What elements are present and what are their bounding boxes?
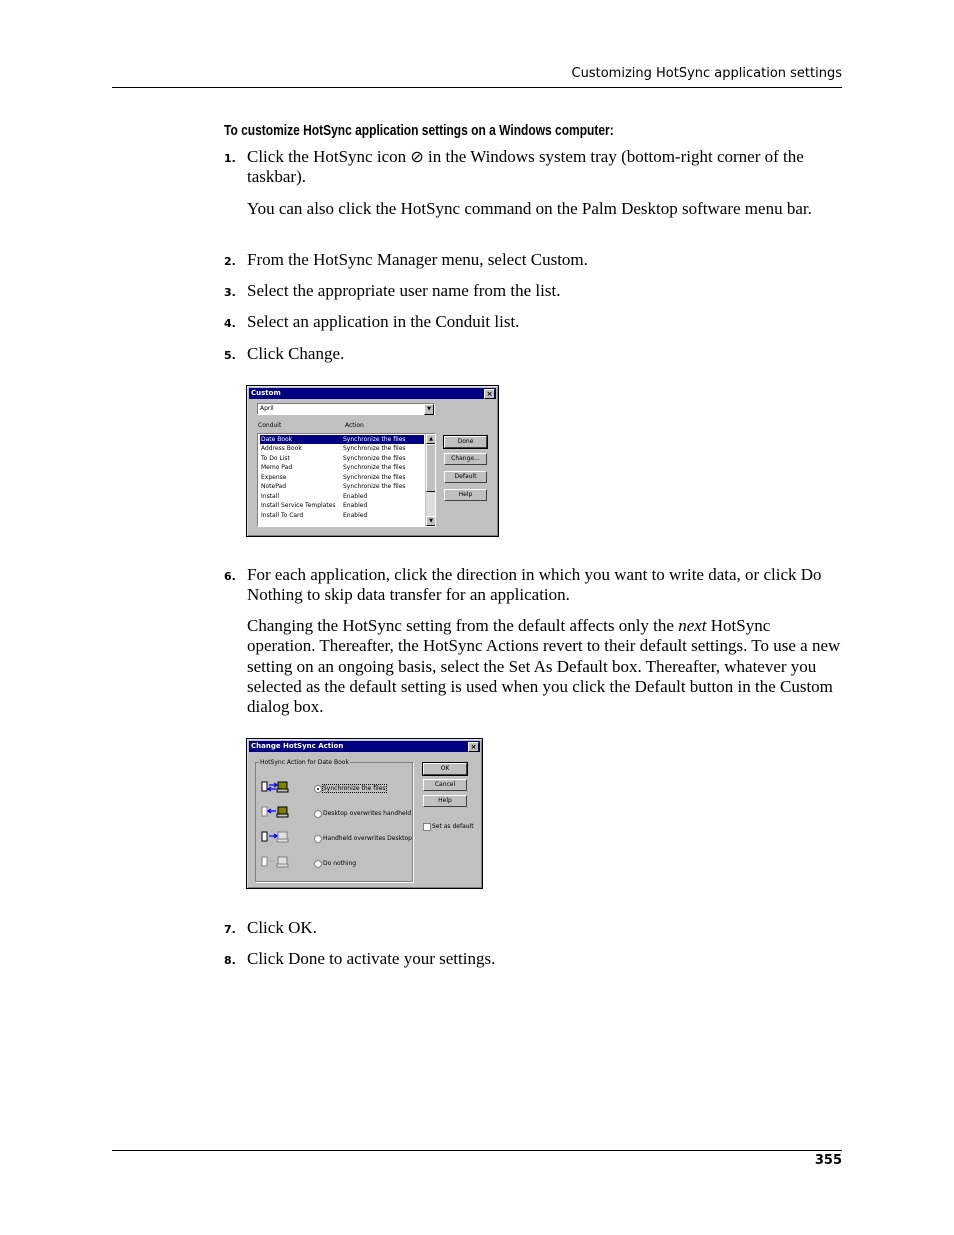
- set-as-default-label[interactable]: Set as default: [432, 823, 474, 830]
- conduit-name: Install To Card: [261, 511, 304, 519]
- dialog-title: Custom: [251, 389, 281, 397]
- list-item[interactable]: [260, 501, 424, 510]
- step-number: 8.: [224, 954, 236, 967]
- conduit-action: Synchronize the files: [343, 454, 406, 462]
- cancel-button[interactable]: Cancel: [423, 779, 467, 791]
- radio-synchronize[interactable]: [314, 785, 322, 793]
- step-5: [224, 344, 842, 364]
- conduit-action: Enabled: [343, 502, 368, 509]
- conduit-name: Address Book: [261, 445, 302, 452]
- step-6-note: [247, 616, 842, 717]
- user-select-value: April: [260, 405, 274, 412]
- step-text: From the HotSync Manager menu, select Custom.: [247, 250, 588, 269]
- conduit-name: Date Book: [261, 436, 293, 443]
- option-synchronize-label[interactable]: Synchronize the files: [323, 785, 386, 792]
- step-text: Select an application in the Conduit list.: [247, 312, 520, 331]
- conduit-action: Enabled: [343, 492, 368, 500]
- running-header: Customizing HotSync application settings: [571, 66, 842, 81]
- step-text: Click Change.: [247, 344, 345, 363]
- conduit-name: NotePad: [261, 483, 287, 490]
- footer-rule: [112, 1150, 842, 1151]
- step-3: [224, 281, 842, 301]
- page-number: 355: [814, 1153, 842, 1168]
- scroll-down-arrow-icon[interactable]: ▼: [426, 516, 436, 526]
- sync-both-icon: [261, 781, 289, 793]
- conduit-list[interactable]: [257, 433, 436, 527]
- help-button[interactable]: Help: [423, 795, 467, 807]
- note-text: Changing the HotSync setting from the default affects only the: [247, 616, 679, 635]
- header-rule: [112, 87, 842, 88]
- step-number: 5.: [224, 349, 236, 362]
- list-item[interactable]: [260, 492, 424, 501]
- list-item[interactable]: [260, 444, 424, 453]
- list-item[interactable]: [260, 435, 424, 444]
- action-column-header: Action: [345, 422, 364, 429]
- user-select[interactable]: [257, 403, 435, 415]
- step-number: 3.: [224, 286, 236, 299]
- custom-dialog: [246, 385, 499, 537]
- radio-do-nothing[interactable]: [314, 860, 322, 868]
- hotsync-icon: ⊘: [410, 147, 424, 166]
- set-as-default-checkbox[interactable]: [423, 823, 431, 831]
- change-hotsync-action-dialog: [246, 738, 483, 889]
- conduit-action: Synchronize the files: [343, 473, 406, 481]
- list-item[interactable]: [260, 463, 424, 472]
- conduit-action: Synchronize the files: [343, 464, 406, 471]
- list-item[interactable]: [260, 482, 424, 491]
- conduit-name: Expense: [261, 473, 287, 481]
- scrollbar-thumb[interactable]: [426, 444, 436, 492]
- handheld-to-desktop-icon: [261, 831, 289, 843]
- radio-handheld-overwrites[interactable]: [314, 835, 322, 843]
- list-item[interactable]: [260, 473, 424, 482]
- group-label: HotSync Action for Date Book: [260, 759, 349, 766]
- done-button[interactable]: Done: [444, 436, 487, 448]
- step-text: Select the appropriate user name from the list.: [247, 281, 561, 300]
- step-number: 6.: [224, 570, 236, 583]
- step-2: [224, 250, 842, 270]
- step-text: For each application, click the direction in which you want to write data, or click Do Nothing to skip data transfer for an application.: [247, 565, 822, 604]
- change-dialog-titlebar: [249, 741, 480, 752]
- step-1: [224, 147, 842, 187]
- step-number: 7.: [224, 923, 236, 936]
- change-button[interactable]: Change...: [444, 453, 487, 465]
- conduit-action: Synchronize the files: [343, 483, 406, 490]
- help-button[interactable]: Help: [444, 489, 487, 501]
- note-emphasis: next: [678, 616, 707, 635]
- step-1-note: You can also click the HotSync command on the Palm Desktop software menu bar.: [247, 199, 812, 218]
- conduit-action: Synchronize the files: [343, 436, 406, 443]
- step-number: 4.: [224, 317, 236, 330]
- step-text: Click the HotSync icon ⊘ in the Windows system tray (bottom-right corner of the taskbar).: [247, 147, 804, 186]
- scroll-up-arrow-icon[interactable]: ▲: [426, 434, 436, 444]
- dialog-title: Change HotSync Action: [251, 742, 344, 750]
- option-desktop-overwrites-label[interactable]: Desktop overwrites handheld: [323, 810, 412, 817]
- procedure-title: To customize HotSync application settings on a Windows computer:: [224, 122, 614, 139]
- conduit-name: To Do List: [261, 454, 290, 462]
- option-handheld-overwrites-label[interactable]: Handheld overwrites Desktop: [323, 835, 412, 842]
- list-item[interactable]: [260, 454, 424, 463]
- conduit-column-header: Conduit: [258, 422, 282, 429]
- step-7: [224, 918, 842, 938]
- step-number: 1.: [224, 152, 236, 165]
- desktop-to-handheld-icon: [261, 806, 289, 818]
- step-text: Click OK.: [247, 918, 317, 937]
- conduit-name: Install: [261, 492, 280, 500]
- list-item[interactable]: [260, 511, 424, 520]
- step-text: Click Done to activate your settings.: [247, 949, 496, 968]
- list-scrollbar[interactable]: [425, 434, 435, 526]
- ok-button[interactable]: OK: [423, 763, 467, 775]
- note-text: HotSync operation. Thereafter, the HotSync Actions revert to their default settings. To use a new setting on an ongoing basis, select the Set As Default box. Thereafter, whatever you selected as the default setting is used when you click the Default button in the Custom dialog box.: [247, 616, 841, 717]
- close-button[interactable]: ×: [484, 389, 495, 399]
- conduit-name: Install Service Templates: [261, 502, 336, 509]
- radio-desktop-overwrites[interactable]: [314, 810, 322, 818]
- step-number: 2.: [224, 255, 236, 268]
- custom-dialog-titlebar: [249, 388, 496, 399]
- step-6: [224, 565, 842, 605]
- step-4: [224, 312, 842, 332]
- chevron-down-icon[interactable]: ▼: [424, 404, 434, 415]
- default-button[interactable]: Default: [444, 471, 487, 483]
- option-do-nothing-label[interactable]: Do nothing: [323, 860, 357, 867]
- conduit-action: Enabled: [343, 511, 368, 519]
- close-button[interactable]: ×: [468, 742, 479, 752]
- step-8: [224, 949, 842, 969]
- do-nothing-icon: [261, 856, 289, 868]
- conduit-action: Synchronize the files: [343, 445, 406, 452]
- conduit-name: Memo Pad: [261, 464, 293, 471]
